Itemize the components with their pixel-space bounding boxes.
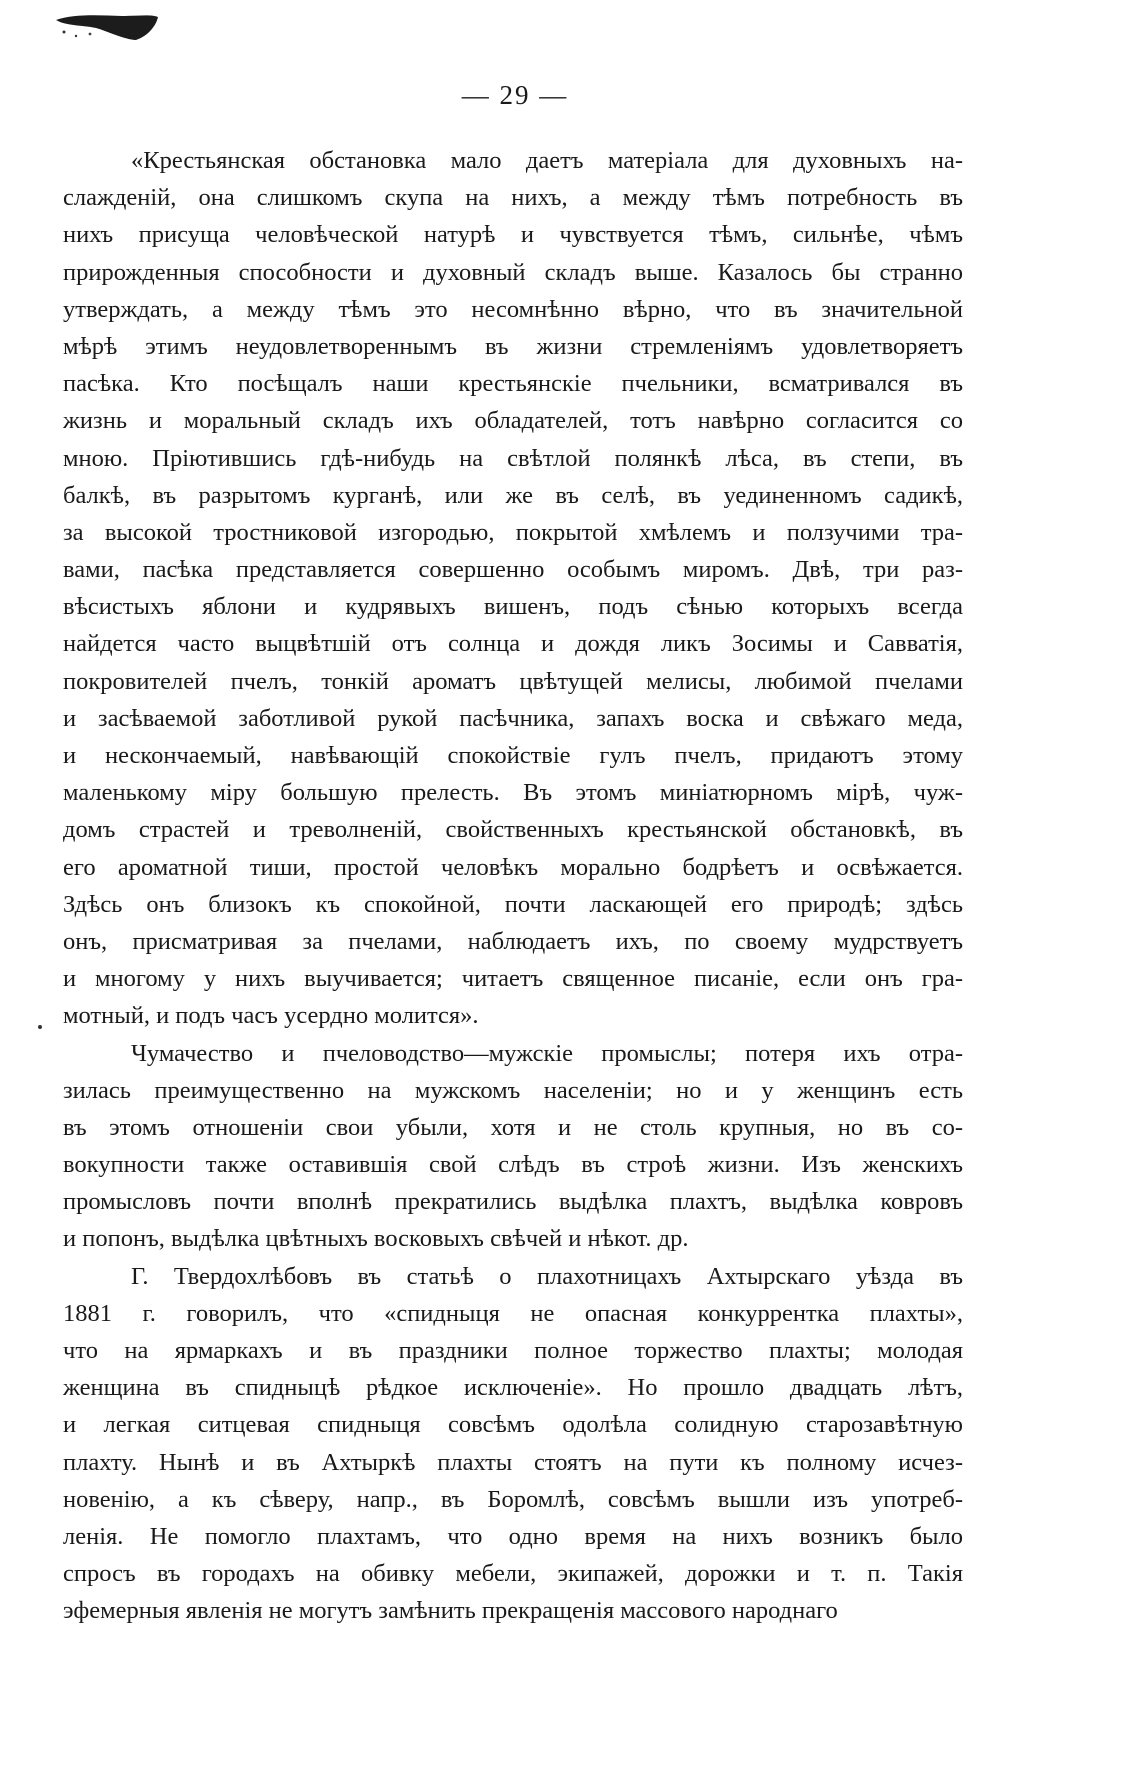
text-line: и засѣваемой заботливой рукой пасѣчника, запахъ воска и свѣжаго меда, <box>63 704 963 732</box>
text-line: новенію, а къ сѣверу, напр., въ Боромлѣ, совсѣмъ вышли изъ употреб- <box>63 1485 963 1513</box>
paragraph <box>63 1035 963 1258</box>
text-line: за высокой тростниковой изгородью, покрытой хмѣлемъ и ползучими тра- <box>63 518 963 546</box>
paragraph <box>63 142 963 1035</box>
text-line: пасѣка. Кто посѣщалъ наши крестьянскіе пчельники, всматривался въ <box>63 370 963 398</box>
text-line: домъ страстей и треволненій, свойственныхъ крестьянской обстановкѣ, въ <box>63 816 963 844</box>
text-line: найдется часто выцвѣтшій отъ солнца и дождя ликъ Зосимы и Савватія, <box>63 630 963 658</box>
text-line: вокупности также оставившія свой слѣдъ въ строѣ жизни. Изъ женскихъ <box>63 1151 963 1179</box>
text-line: мотный, и подъ часъ усердно молится». <box>63 1002 479 1030</box>
text-line: зилась преимущественно на мужскомъ населеніи; но и у женщинъ есть <box>63 1076 963 1104</box>
ink-smudge <box>52 6 162 44</box>
text-line: нихъ присуща человѣческой натурѣ и чувствуется тѣмъ, сильнѣе, чѣмъ <box>63 221 963 249</box>
text-line: «Крестьянская обстановка мало даетъ матеріала для духовныхъ на- <box>131 147 963 174</box>
text-line: прирожденныя способности и духовный складъ выше. Казалось бы странно <box>63 258 963 286</box>
text-line: онъ, присматривая за пчелами, наблюдаетъ ихъ, по своему мудрствуетъ <box>63 927 963 955</box>
text-line: балкѣ, въ разрытомъ курганѣ, или же въ селѣ, въ уединенномъ садикѣ, <box>63 481 963 509</box>
text-line: утверждать, а между тѣмъ это несомнѣнно вѣрно, что въ значительной <box>63 295 963 323</box>
text-line: спросъ въ городахъ на обивку мебели, экипажей, дорожки и т. п. Такія <box>63 1560 963 1588</box>
text-line: женщина въ спидныцѣ рѣдкое исключеніе». Но прошло двадцать лѣтъ, <box>63 1374 963 1402</box>
text-line: Здѣсь онъ близокъ къ спокойной, почти ласкающей его природѣ; здѣсь <box>63 890 963 918</box>
text-line: мною. Пріютившись гдѣ-нибудь на свѣтлой полянкѣ лѣса, въ степи, въ <box>63 444 963 472</box>
text-line: мѣрѣ этимъ неудовлетвореннымъ въ жизни стремленіямъ удовлетворяетъ <box>63 332 963 360</box>
text-line: 1881 г. говорилъ, что «спидныця не опасная конкуррентка плахты», <box>63 1299 963 1327</box>
text-line: маленькому міру большую прелесть. Въ этомъ миніатюрномъ мірѣ, чуж- <box>63 779 963 807</box>
text-line: его ароматной тиши, простой человѣкъ морально бодрѣетъ и освѣжается. <box>63 853 963 881</box>
text-line: жизнь и моральный складъ ихъ обладателей, тотъ навѣрно согласится со <box>63 407 963 435</box>
text-line: Г. Твердохлѣбовъ въ статьѣ о плахотницахъ Ахтырскаго уѣзда въ <box>131 1262 963 1290</box>
text-line: Чумачество и пчеловодство—мужскіе промыслы; потеря ихъ отра- <box>131 1039 963 1067</box>
text-line: и многому у нихъ выучивается; читаетъ священное писаніе, если онъ гра- <box>63 965 963 993</box>
paragraph <box>63 1258 963 1630</box>
body-text <box>63 142 963 1630</box>
text-line: плахту. Нынѣ и въ Ахтыркѣ плахты стоятъ на пути къ полному исчез- <box>63 1448 963 1476</box>
text-line: въ этомъ отношеніи свои убыли, хотя и не столь крупныя, но въ со- <box>63 1113 963 1141</box>
text-line: ленія. Не помогло плахтамъ, что одно время на нихъ возникъ было <box>63 1522 963 1550</box>
text-line: вами, пасѣка представляется совершенно особымъ миромъ. Двѣ, три раз- <box>63 556 963 584</box>
text-line: слажденій, она слишкомъ скупа на нихъ, а между тѣмъ потребность въ <box>63 184 963 212</box>
text-line: покровителей пчелъ, тонкій ароматъ цвѣтущей мелисы, любимой пчелами <box>63 667 963 695</box>
text-line: вѣсистыхъ яблони и кудрявыхъ вишенъ, подъ сѣнью которыхъ всегда <box>63 593 963 621</box>
text-line: и легкая ситцевая спидныця совсѣмъ одолѣла солидную старозавѣтную <box>63 1411 963 1439</box>
margin-dot <box>38 1025 42 1029</box>
text-line: эфемерныя явленія не могутъ замѣнить прекращенія массового народнаго <box>63 1597 838 1625</box>
text-line: промысловъ почти вполнѣ прекратились выдѣлка плахтъ, выдѣлка ковровъ <box>63 1188 963 1216</box>
page-number: — 29 — <box>461 80 569 110</box>
text-line: и нескончаемый, навѣвающій спокойствіе гулъ пчелъ, придаютъ этому <box>63 742 963 769</box>
text-line: и попонъ, выдѣлка цвѣтныхъ восковыхъ свѣчей и нѣкот. др. <box>63 1225 689 1253</box>
text-line: что на ярмаркахъ и въ праздники полное торжество плахты; молодая <box>63 1337 963 1364</box>
